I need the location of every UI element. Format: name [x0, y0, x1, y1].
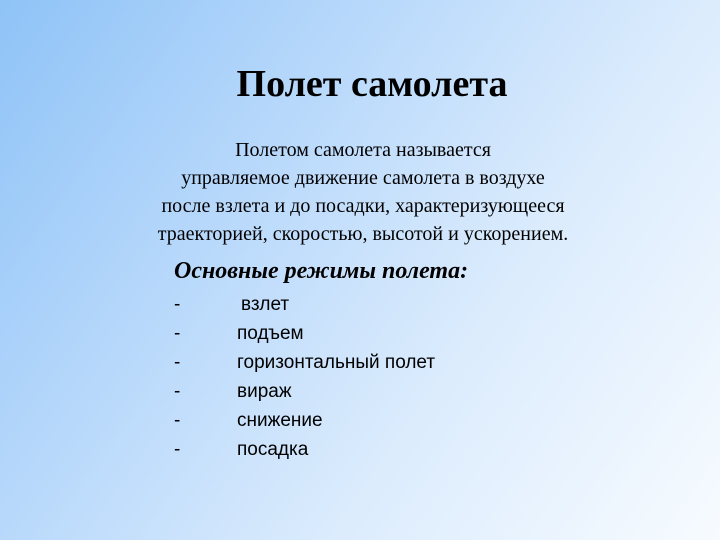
definition-line: Полетом самолета называется	[235, 139, 491, 161]
slide-title: Полет самолета	[236, 63, 508, 105]
list-item	[174, 379, 494, 408]
modes-list	[174, 292, 494, 466]
definition-line: управляемое движение самолета в воздухе	[181, 167, 545, 189]
bullet-dash: -	[174, 352, 181, 373]
definition-paragraph	[0, 136, 720, 248]
mode-landing: посадка	[237, 439, 309, 460]
list-item	[174, 350, 494, 379]
list-item	[174, 321, 494, 350]
bullet-dash: -	[174, 294, 181, 315]
mode-turn: вираж	[237, 381, 292, 402]
list-item	[174, 408, 494, 437]
mode-descent: снижение	[237, 410, 323, 431]
mode-level-flight: горизонтальный полет	[237, 352, 436, 373]
definition-line: траекторией, скоростью, высотой и ускорением.	[157, 223, 569, 245]
bullet-dash: -	[174, 381, 181, 402]
bullet-dash: -	[174, 323, 181, 344]
bullet-dash: -	[174, 439, 181, 460]
list-item	[174, 437, 494, 466]
definition-line: после взлета и до посадки, характеризующееся	[161, 195, 565, 217]
list-item	[174, 292, 494, 321]
mode-climb: подъем	[237, 323, 304, 344]
bullet-dash: -	[174, 410, 181, 431]
mode-takeoff: взлет	[241, 294, 290, 315]
modes-heading: Основные режимы полета:	[174, 258, 469, 284]
